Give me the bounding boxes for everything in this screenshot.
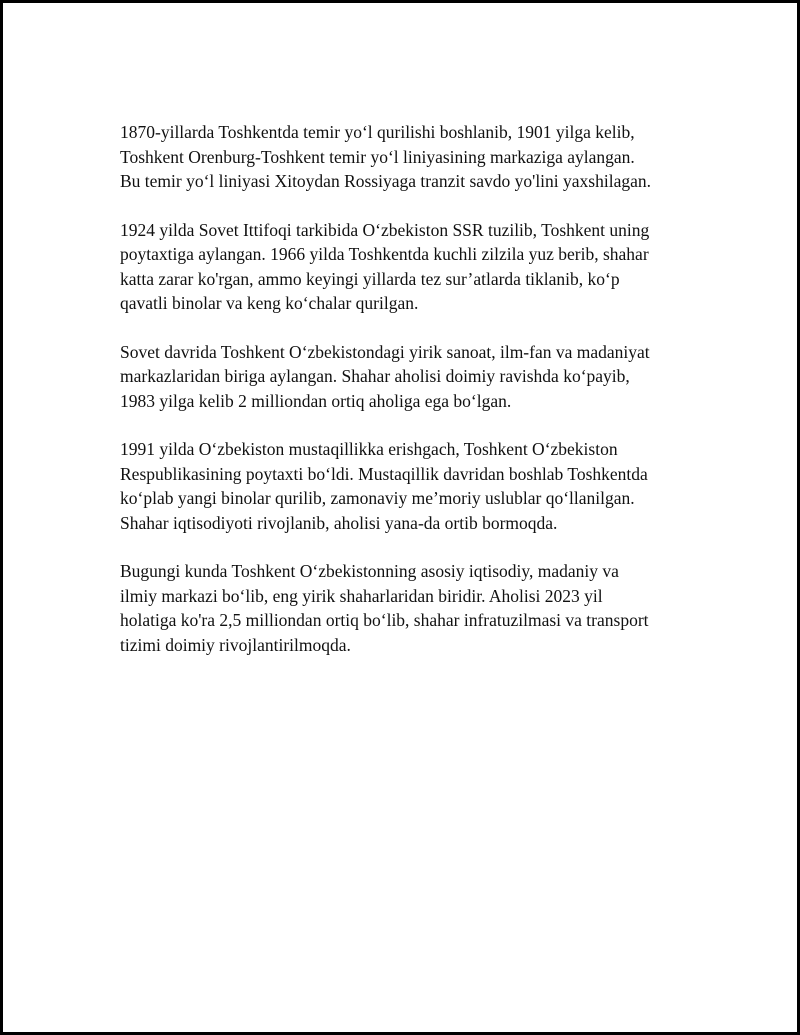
text-line: Bugungi kunda Toshkent O‘zbekistonning asosiy iqtisodiy, madaniy va <box>120 561 619 581</box>
text-line: 1924 yilda Sovet Ittifoqi tarkibida O‘zbekiston SSR tuzilib, Toshkent uning <box>120 219 650 240</box>
text-line: Bu temir yo‘l liniyasi Xitoydan Rossiyaga tranzit savdo yo'lini yaxshilagan. <box>120 171 651 191</box>
text-line: ko‘plab yangi binolar qurilib, zamonaviy me’moriy uslublar qo‘llanilgan. <box>120 488 635 508</box>
text-line: tizimi doimiy rivojlantirilmoqda. <box>120 634 351 655</box>
text-line: holatiga ko'ra 2,5 milliondan ortiq bo‘lib, shahar infratuzilmasi va transport <box>120 610 649 630</box>
text-line: Shahar iqtisodiyoti rivojlanib, aholisi yana-da ortib bormoqda. <box>120 512 558 533</box>
text-line: markazlaridan biriga aylangan. Shahar aholisi doimiy ravishda ko‘payib, <box>120 366 630 386</box>
text-line: poytaxtiga aylangan. 1966 yilda Toshkentda kuchli zilzila yuz berib, shahar <box>120 244 649 264</box>
paragraph-3 <box>120 340 690 414</box>
paragraph-1 <box>120 120 690 194</box>
text-line: 1870-yillarda Toshkentda temir yo‘l qurilishi boshlanib, 1901 yilga kelib, <box>120 122 635 142</box>
text-line: katta zarar ko'rgan, ammo keyingi yillarda tez sur’atlarda tiklanib, ko‘p <box>120 268 620 289</box>
text-line: 1991 yilda O‘zbekiston mustaqillikka erishgach, Toshkent O‘zbekiston <box>120 439 618 459</box>
text-line: Sovet davrida Toshkent O‘zbekistondagi yirik sanoat, ilm-fan va madaniyat <box>120 341 650 362</box>
document-body <box>120 120 690 681</box>
text-line: ilmiy markazi bo‘lib, eng yirik shaharlaridan biridir. Aholisi 2023 yil <box>120 585 603 606</box>
paragraph-2 <box>120 218 690 316</box>
text-line: Toshkent Orenburg-Toshkent temir yo‘l liniyasining markaziga aylangan. <box>120 146 635 167</box>
text-line: Respublikasining poytaxti bo‘ldi. Mustaqillik davridan boshlab Toshkentda <box>120 463 648 484</box>
paragraph-4 <box>120 437 690 535</box>
text-line: 1983 yilga kelib 2 milliondan ortiq aholiga ega bo‘lgan. <box>120 390 512 411</box>
paragraph-5 <box>120 559 690 657</box>
text-line: qavatli binolar va keng ko‘chalar qurilgan. <box>120 293 419 313</box>
